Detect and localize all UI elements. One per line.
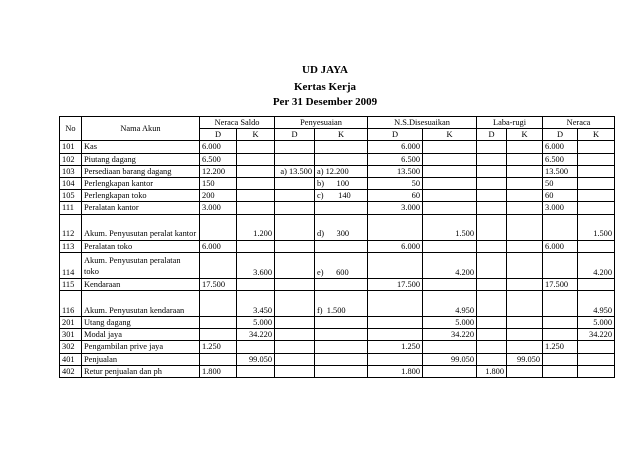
neraca-debit-cell: 6.000 [543,141,578,153]
account-no-cell: 103 [60,165,82,177]
ns-disesuaikan-debit-cell [368,252,423,278]
ns-disesuaikan-credit-cell: 4.950 [423,291,477,317]
ns-disesuaikan-credit-cell [423,190,477,202]
ns-disesuaikan-debit-cell: 17.500 [368,278,423,290]
laba-rugi-credit-cell [507,178,543,190]
neraca-saldo-debit-cell [200,317,237,329]
penyesuaian-credit-cell [315,365,368,377]
account-name-cell: Piutang dagang [82,153,200,165]
laba-rugi-credit-cell [507,153,543,165]
penyesuaian-credit-cell: d) 300 [315,214,368,240]
laba-rugi-debit-cell [477,353,507,365]
neraca-credit-cell [578,190,615,202]
penyesuaian-debit-cell [275,365,315,377]
ns-disesuaikan-debit-cell [368,214,423,240]
neraca-debit-cell: 60 [543,190,578,202]
neraca-saldo-debit-cell: 3.000 [200,202,237,214]
account-name-cell: Kas [82,141,200,153]
penyesuaian-debit-cell [275,202,315,214]
debit-header: D [477,129,507,141]
table-row [60,202,615,214]
penyesuaian-credit-cell [315,141,368,153]
penyesuaian-credit-cell [315,353,368,365]
neraca-saldo-debit-cell: 6.500 [200,153,237,165]
neraca-credit-cell: 4.950 [578,291,615,317]
column-header-no: No [60,117,82,141]
neraca-debit-cell: 1.250 [543,341,578,353]
laba-rugi-credit-cell [507,214,543,240]
laba-rugi-debit-cell [477,165,507,177]
penyesuaian-debit-cell [275,317,315,329]
penyesuaian-debit-cell [275,141,315,153]
account-no-cell: 102 [60,153,82,165]
ns-disesuaikan-credit-cell: 99.050 [423,353,477,365]
group-header-neraca: Neraca [543,117,615,129]
table-row [60,240,615,252]
laba-rugi-credit-cell [507,165,543,177]
ns-disesuaikan-debit-cell: 6.000 [368,141,423,153]
penyesuaian-debit-cell [275,329,315,341]
laba-rugi-debit-cell [477,278,507,290]
account-name-cell: Akum. Penyusutan peralat kantor [82,214,200,240]
ns-disesuaikan-debit-cell: 6.500 [368,153,423,165]
ns-disesuaikan-debit-cell: 1.250 [368,341,423,353]
neraca-debit-cell [543,317,578,329]
ns-disesuaikan-debit-cell: 60 [368,190,423,202]
account-name-cell: Perlengkapan toko [82,190,200,202]
ns-disesuaikan-debit-cell [368,329,423,341]
laba-rugi-debit-cell [477,141,507,153]
neraca-saldo-debit-cell: 150 [200,178,237,190]
penyesuaian-credit-cell: b) 100 [315,178,368,190]
laba-rugi-debit-cell [477,341,507,353]
account-name-cell: Penjualan [82,353,200,365]
account-no-cell: 111 [60,202,82,214]
account-name-cell: Kendaraan [82,278,200,290]
penyesuaian-debit-cell [275,178,315,190]
penyesuaian-debit-cell [275,341,315,353]
debit-header: D [368,129,423,141]
account-name-cell: Akum. Penyusutan kendaraan [82,291,200,317]
account-no-cell: 116 [60,291,82,317]
penyesuaian-debit-cell [275,153,315,165]
neraca-credit-cell: 4.200 [578,252,615,278]
column-header-account: Nama Akun [82,117,200,141]
ns-disesuaikan-debit-cell: 1.800 [368,365,423,377]
laba-rugi-debit-cell [477,153,507,165]
neraca-saldo-credit-cell: 34.220 [237,329,275,341]
penyesuaian-credit-cell [315,202,368,214]
laba-rugi-debit-cell [477,291,507,317]
penyesuaian-debit-cell [275,252,315,278]
table-row [60,353,615,365]
penyesuaian-debit-cell [275,353,315,365]
ns-disesuaikan-debit-cell: 6.000 [368,240,423,252]
ns-disesuaikan-debit-cell [368,291,423,317]
neraca-saldo-credit-cell [237,240,275,252]
laba-rugi-credit-cell [507,365,543,377]
company-name: UD JAYA [302,64,348,76]
table-row [60,317,615,329]
neraca-saldo-credit-cell: 5.000 [237,317,275,329]
ns-disesuaikan-credit-cell [423,240,477,252]
neraca-debit-cell [543,365,578,377]
neraca-saldo-credit-cell [237,141,275,153]
neraca-saldo-credit-cell [237,202,275,214]
neraca-saldo-debit-cell: 6.000 [200,240,237,252]
neraca-saldo-credit-cell: 99.050 [237,353,275,365]
neraca-debit-cell: 6.000 [543,240,578,252]
laba-rugi-credit-cell [507,252,543,278]
penyesuaian-credit-cell: a) 12.200 [315,165,368,177]
neraca-debit-cell: 17.500 [543,278,578,290]
neraca-saldo-credit-cell [237,153,275,165]
neraca-credit-cell [578,278,615,290]
penyesuaian-debit-cell [275,240,315,252]
credit-header: K [507,129,543,141]
neraca-debit-cell: 3.000 [543,202,578,214]
credit-header: K [423,129,477,141]
neraca-saldo-debit-cell: 12.200 [200,165,237,177]
neraca-saldo-credit-cell [237,365,275,377]
penyesuaian-debit-cell [275,278,315,290]
group-header-neraca-saldo: Neraca Saldo [200,117,275,129]
document-title: Kertas Kerja [294,81,356,93]
table-row [60,190,615,202]
ns-disesuaikan-credit-cell [423,341,477,353]
neraca-saldo-credit-cell: 3.450 [237,291,275,317]
worksheet-table [59,116,615,378]
neraca-saldo-credit-cell [237,178,275,190]
laba-rugi-credit-cell [507,190,543,202]
neraca-debit-cell [543,291,578,317]
ns-disesuaikan-debit-cell [368,353,423,365]
ns-disesuaikan-credit-cell: 1.500 [423,214,477,240]
neraca-saldo-debit-cell: 200 [200,190,237,202]
neraca-credit-cell [578,202,615,214]
laba-rugi-credit-cell [507,341,543,353]
account-no-cell: 105 [60,190,82,202]
credit-header: K [578,129,615,141]
neraca-saldo-debit-cell: 1.250 [200,341,237,353]
penyesuaian-debit-cell [275,291,315,317]
neraca-saldo-debit-cell: 1.800 [200,365,237,377]
table-row [60,141,615,153]
penyesuaian-debit-cell [275,190,315,202]
account-name-cell: Peralatan kantor [82,202,200,214]
neraca-credit-cell [578,141,615,153]
neraca-credit-cell [578,153,615,165]
worksheet-body [60,141,615,378]
neraca-credit-cell [578,353,615,365]
credit-header: K [237,129,275,141]
neraca-saldo-credit-cell: 1.200 [237,214,275,240]
ns-disesuaikan-credit-cell: 5.000 [423,317,477,329]
laba-rugi-credit-cell [507,141,543,153]
ns-disesuaikan-credit-cell [423,278,477,290]
account-no-cell: 104 [60,178,82,190]
debit-header: D [200,129,237,141]
account-name-cell: Pengambilan prive jaya [82,341,200,353]
penyesuaian-credit-cell [315,329,368,341]
laba-rugi-debit-cell [477,178,507,190]
account-no-cell: 302 [60,341,82,353]
neraca-saldo-debit-cell [200,252,237,278]
table-row [60,291,615,317]
neraca-credit-cell: 5.000 [578,317,615,329]
debit-header: D [543,129,578,141]
neraca-debit-cell [543,252,578,278]
group-header-laba-rugi: Laba-rugi [477,117,543,129]
neraca-debit-cell [543,353,578,365]
table-row [60,329,615,341]
penyesuaian-credit-cell: c) 140 [315,190,368,202]
laba-rugi-credit-cell [507,278,543,290]
account-name-cell: Utang dagang [82,317,200,329]
neraca-saldo-credit-cell: 3.600 [237,252,275,278]
laba-rugi-debit-cell [477,202,507,214]
neraca-saldo-credit-cell [237,165,275,177]
ns-disesuaikan-credit-cell [423,165,477,177]
neraca-debit-cell: 13.500 [543,165,578,177]
ns-disesuaikan-credit-cell [423,178,477,190]
laba-rugi-debit-cell [477,317,507,329]
penyesuaian-credit-cell: f) 1.500 [315,291,368,317]
account-no-cell: 401 [60,353,82,365]
ns-disesuaikan-credit-cell [423,202,477,214]
neraca-saldo-debit-cell: 17.500 [200,278,237,290]
penyesuaian-credit-cell [315,153,368,165]
ns-disesuaikan-credit-cell: 4.200 [423,252,477,278]
neraca-saldo-credit-cell [237,190,275,202]
penyesuaian-debit-cell [275,214,315,240]
neraca-credit-cell [578,341,615,353]
table-row [60,278,615,290]
account-name-cell: Peralatan toko [82,240,200,252]
group-header-ns-disesuaikan: N.S.Disesuaikan [368,117,477,129]
group-header-penyesuaian: Penyesuaian [275,117,368,129]
penyesuaian-credit-cell [315,278,368,290]
laba-rugi-debit-cell [477,214,507,240]
neraca-saldo-credit-cell [237,278,275,290]
penyesuaian-credit-cell: e) 600 [315,252,368,278]
neraca-saldo-debit-cell [200,214,237,240]
ns-disesuaikan-credit-cell [423,141,477,153]
account-no-cell: 112 [60,214,82,240]
account-name-cell: Akum. Penyusutan peralatan toko [82,252,200,278]
laba-rugi-credit-cell [507,240,543,252]
neraca-saldo-debit-cell [200,329,237,341]
account-name-cell: Persediaan barang dagang [82,165,200,177]
period-label: Per 31 Desember 2009 [272,96,378,108]
account-no-cell: 114 [60,252,82,278]
neraca-debit-cell: 6.500 [543,153,578,165]
penyesuaian-credit-cell [315,317,368,329]
laba-rugi-credit-cell [507,291,543,317]
account-name-cell: Modal jaya [82,329,200,341]
laba-rugi-debit-cell: 1.800 [477,365,507,377]
laba-rugi-debit-cell [477,252,507,278]
table-row [60,165,615,177]
credit-header: K [315,129,368,141]
neraca-credit-cell: 1.500 [578,214,615,240]
penyesuaian-debit-cell: a) 13.500 [275,165,315,177]
account-no-cell: 113 [60,240,82,252]
laba-rugi-credit-cell [507,202,543,214]
account-no-cell: 101 [60,141,82,153]
ns-disesuaikan-credit-cell [423,153,477,165]
laba-rugi-debit-cell [477,240,507,252]
ns-disesuaikan-debit-cell: 13.500 [368,165,423,177]
table-row [60,153,615,165]
neraca-credit-cell: 34.220 [578,329,615,341]
neraca-credit-cell [578,165,615,177]
ns-disesuaikan-debit-cell: 3.000 [368,202,423,214]
account-no-cell: 201 [60,317,82,329]
account-no-cell: 402 [60,365,82,377]
laba-rugi-credit-cell: 99.050 [507,353,543,365]
neraca-saldo-debit-cell: 6.000 [200,141,237,153]
table-row [60,214,615,240]
neraca-saldo-debit-cell [200,353,237,365]
neraca-debit-cell: 50 [543,178,578,190]
account-no-cell: 301 [60,329,82,341]
account-no-cell: 115 [60,278,82,290]
table-row [60,178,615,190]
ns-disesuaikan-debit-cell [368,317,423,329]
laba-rugi-credit-cell [507,329,543,341]
neraca-credit-cell [578,178,615,190]
debit-header: D [275,129,315,141]
penyesuaian-credit-cell [315,240,368,252]
ns-disesuaikan-credit-cell [423,365,477,377]
laba-rugi-debit-cell [477,329,507,341]
account-name-cell: Perlengkapan kantor [82,178,200,190]
penyesuaian-credit-cell [315,341,368,353]
table-row [60,341,615,353]
neraca-credit-cell [578,365,615,377]
account-name-cell: Retur penjualan dan ph [82,365,200,377]
header-row-groups [60,117,615,129]
neraca-saldo-credit-cell [237,341,275,353]
neraca-credit-cell [578,240,615,252]
table-row [60,252,615,278]
laba-rugi-debit-cell [477,190,507,202]
table-row [60,365,615,377]
neraca-debit-cell [543,214,578,240]
neraca-saldo-debit-cell [200,291,237,317]
laba-rugi-credit-cell [507,317,543,329]
ns-disesuaikan-credit-cell: 34.220 [423,329,477,341]
ns-disesuaikan-debit-cell: 50 [368,178,423,190]
neraca-debit-cell [543,329,578,341]
